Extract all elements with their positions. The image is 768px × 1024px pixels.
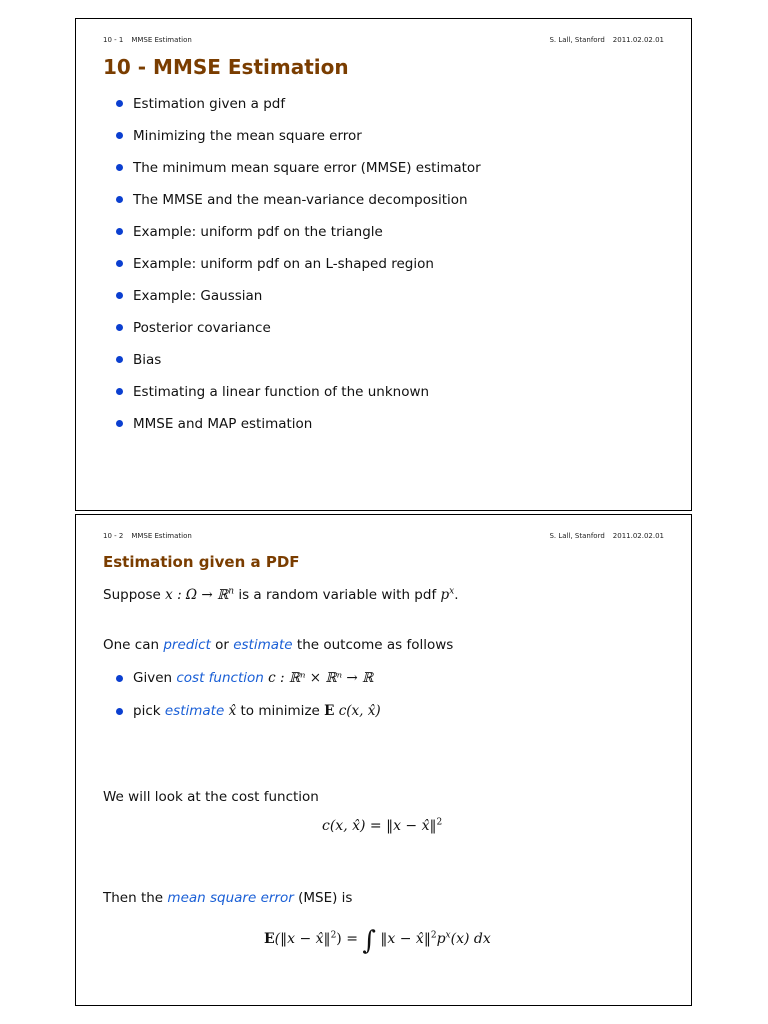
math-expr: p bbox=[436, 931, 446, 947]
math-sup: x bbox=[449, 586, 455, 597]
author: S. Lall, Stanford bbox=[549, 532, 605, 540]
bullet-icon bbox=[116, 100, 123, 107]
list-item bbox=[113, 190, 481, 222]
emphasis-mse: mean square error bbox=[167, 890, 294, 906]
math-expr: x : Ω → ℝ bbox=[165, 587, 229, 603]
list-item-text: MMSE and MAP estimation bbox=[133, 416, 313, 432]
list-item-text: Estimation given a pdf bbox=[133, 96, 286, 112]
cost-equation bbox=[322, 818, 442, 834]
slide-title: 10 - MMSE Estimation bbox=[103, 55, 349, 79]
text: is a random variable with pdf bbox=[238, 587, 437, 603]
math-expr: (x) dx bbox=[450, 931, 491, 947]
math-expr: ‖x − x̂‖ bbox=[380, 931, 431, 947]
text: to minimize bbox=[240, 703, 320, 719]
list-item-text: Estimating a linear function of the unknown bbox=[133, 384, 430, 400]
math-expr: ) = bbox=[336, 931, 358, 947]
math-expr: c : ℝⁿ × ℝⁿ → ℝ bbox=[268, 670, 374, 686]
slide-number: 10 - 2 bbox=[103, 532, 124, 540]
expectation-symbol: E bbox=[324, 703, 335, 719]
author: S. Lall, Stanford bbox=[549, 36, 605, 44]
list-item bbox=[113, 701, 381, 721]
list-item-text: The MMSE and the mean-variance decomposition bbox=[133, 192, 468, 208]
math-expr: (‖x − x̂‖ bbox=[274, 931, 331, 947]
bullet-icon bbox=[116, 132, 123, 139]
list-item bbox=[113, 286, 481, 318]
math-sup: 2 bbox=[430, 930, 437, 941]
slide-number: 10 - 1 bbox=[103, 36, 124, 44]
list-item bbox=[113, 668, 373, 688]
list-item bbox=[113, 222, 481, 254]
slide-header bbox=[103, 36, 664, 44]
bullet-icon bbox=[116, 164, 123, 171]
math-sup: 2 bbox=[436, 817, 443, 828]
math-expr: x̂ bbox=[228, 703, 237, 719]
bullet-icon bbox=[116, 260, 123, 267]
bullet-icon bbox=[116, 420, 123, 427]
slide-1 bbox=[75, 18, 692, 511]
bullet-icon bbox=[116, 292, 123, 299]
we-will-line: We will look at the cost function bbox=[103, 789, 319, 805]
math-expr: c(x, x̂) bbox=[338, 703, 381, 719]
slide-topic: MMSE Estimation bbox=[131, 532, 192, 540]
bullet-icon bbox=[116, 388, 123, 395]
outline-list bbox=[113, 94, 481, 446]
text: the outcome as follows bbox=[296, 637, 454, 653]
list-item bbox=[113, 254, 481, 286]
list-item bbox=[113, 382, 481, 414]
slide-title: Estimation given a PDF bbox=[103, 553, 300, 571]
math-expr: p bbox=[440, 587, 450, 603]
text: pick bbox=[133, 703, 161, 719]
date: 2011.02.02.01 bbox=[612, 532, 664, 540]
text: Then the bbox=[103, 890, 164, 906]
list-item bbox=[113, 414, 481, 446]
bullet-icon bbox=[116, 196, 123, 203]
math-sup: n bbox=[228, 586, 235, 597]
text: Suppose bbox=[103, 587, 161, 603]
bullet-icon bbox=[116, 324, 123, 331]
math-sup: 2 bbox=[330, 930, 337, 941]
text: (MSE) is bbox=[298, 890, 353, 906]
text: Given bbox=[133, 670, 173, 686]
list-item bbox=[113, 94, 481, 126]
mse-equation bbox=[264, 926, 491, 956]
text: One can bbox=[103, 637, 160, 653]
list-item bbox=[113, 350, 481, 382]
emphasis-estimate: estimate bbox=[233, 637, 293, 653]
list-item-text: Minimizing the mean square error bbox=[133, 128, 362, 144]
list-item-text: Posterior covariance bbox=[133, 320, 271, 336]
one-can-line bbox=[103, 635, 453, 655]
slide-2 bbox=[75, 514, 692, 1006]
date: 2011.02.02.01 bbox=[612, 36, 664, 44]
bullet-icon bbox=[116, 708, 123, 715]
mse-line bbox=[103, 888, 352, 908]
emphasis-predict: predict bbox=[163, 637, 211, 653]
math-sup: x bbox=[445, 930, 451, 941]
expectation-symbol: E bbox=[264, 931, 275, 947]
bullet-icon bbox=[116, 356, 123, 363]
list-item-text: The minimum mean square error (MMSE) estimator bbox=[133, 160, 481, 176]
list-item bbox=[113, 318, 481, 350]
suppose-line bbox=[103, 585, 459, 605]
emphasis-cost-function: cost function bbox=[176, 670, 264, 686]
bullet-icon bbox=[116, 228, 123, 235]
text: or bbox=[215, 637, 229, 653]
integral-symbol: ∫ bbox=[362, 926, 376, 956]
emphasis-estimate: estimate bbox=[164, 703, 225, 719]
bullet-icon bbox=[116, 675, 123, 682]
list-item bbox=[113, 158, 481, 190]
math-expr: c(x, x̂) = ‖x − x̂‖ bbox=[322, 818, 437, 834]
text: . bbox=[454, 587, 459, 603]
list-item-text: Example: Gaussian bbox=[133, 288, 263, 304]
list-item-text: Bias bbox=[133, 352, 162, 368]
list-item-text: Example: uniform pdf on the triangle bbox=[133, 224, 383, 240]
slide-header bbox=[103, 532, 664, 540]
list-item bbox=[113, 126, 481, 158]
list-item-text: Example: uniform pdf on an L-shaped region bbox=[133, 256, 434, 272]
slide-topic: MMSE Estimation bbox=[131, 36, 192, 44]
